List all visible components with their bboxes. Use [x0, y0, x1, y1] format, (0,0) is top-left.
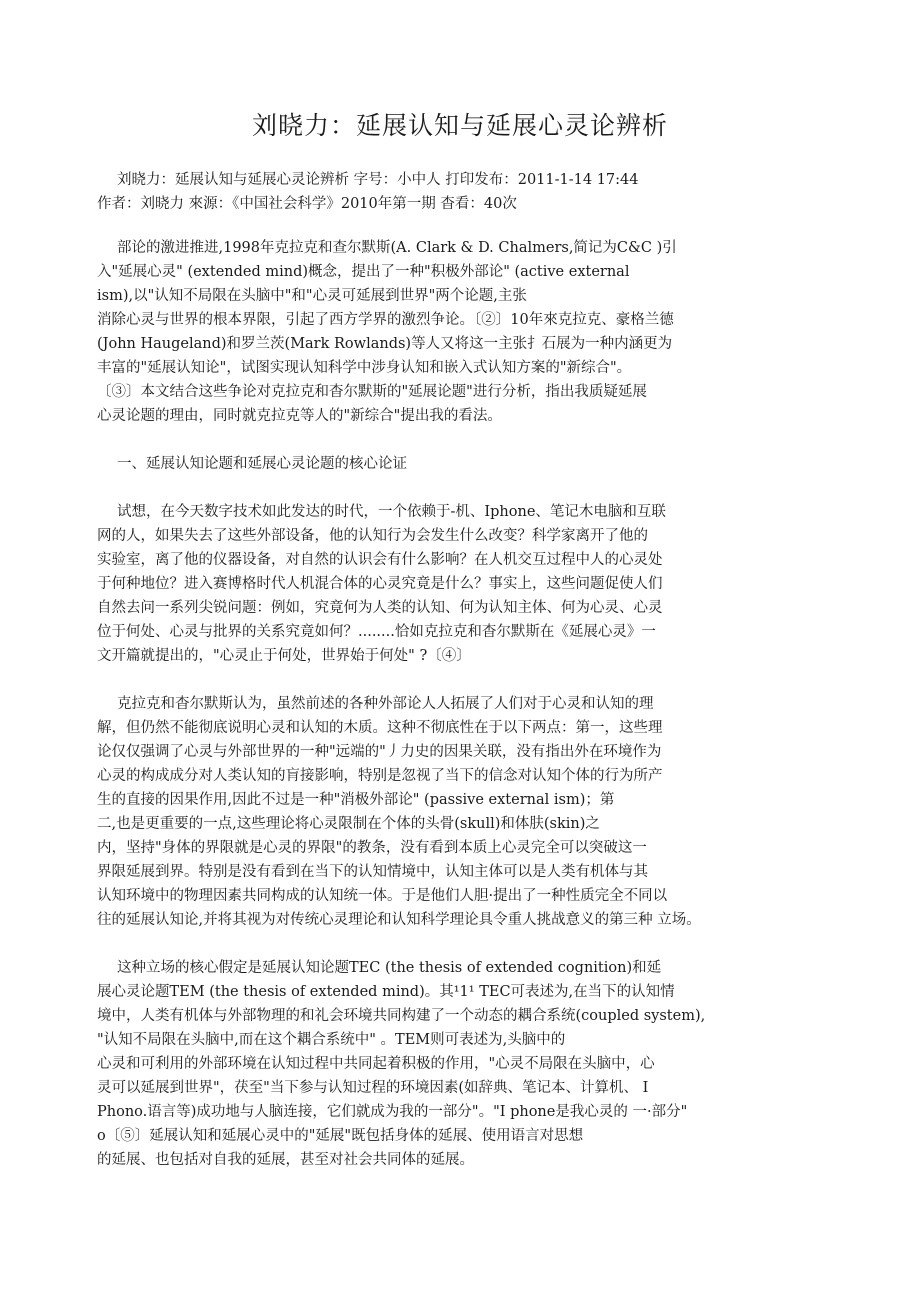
paragraph	[97, 692, 827, 932]
paragraph-line: 展心灵论题TEM (the thesis of extended mind)。其¹1¹ TEC可表述为,在当下的认知情	[97, 984, 675, 1000]
paragraph-line: 往的延展认知论,并将其视为对传统心灵理论和认知科学理论具令重人挑战意义的第三种 立场。	[97, 912, 701, 928]
paragraph	[97, 956, 827, 1172]
paragraph-line: o〔⑤〕延展认知和延展心灵中的"延展"既包括身体的延展、使用语言对思想	[97, 1128, 584, 1144]
paragraph-line: 消除心灵与世界的根本界限，引起了西方学界的激烈争论。〔②〕10年來克拉克、豪格兰德	[97, 312, 674, 328]
paragraph-line: 心灵的构成成分对人类认知的肓接影响，特别是忽视了当下的信念对认知个体的行为所产	[97, 768, 663, 784]
paragraph-line: 二,也是更重要的一点,这些理论将心灵限制在个体的头骨(skull)和体肤(skin)之	[97, 816, 600, 832]
paragraph-line: 灵可以延展到世界"，茯至"当下参与认知过程的环境因素(如辞典、笔记本、计算机、 I	[97, 1080, 649, 1096]
paragraph-line: 论仅仅强调了心灵与外部世界的一种"远端的"丿力史的因果关联，没有指出外在环境作为	[97, 744, 662, 760]
paragraph-line: 文开篇就提出的，"心灵止于何处，世界始于何处" ?〔④〕	[97, 648, 471, 664]
paragraph-line: 位于何处、心灵与批界的关系究竟如何？........恰如克拉克和杳尔默斯在《延展心灵》一	[97, 624, 656, 640]
paragraph-line: 心灵和可利用的外部环境在认知过程中共同起着积极的作用，"心灵不局限在头脑中，心	[97, 1056, 655, 1072]
paragraph-line: 入"延展心灵" (extended mind)概念，提出了一种"积极外部论" (active external	[97, 264, 630, 280]
paragraph-line: 生的直接的因果作用,因此不过是一种"消极外部论" (passive external ism)；第	[97, 792, 615, 808]
paragraph-line: 克拉克和杳尔默斯认为，虽然前述的各种外部论人人拓展了人们对于心灵和认知的理	[117, 696, 654, 712]
paragraph-line: 境中，人类有机体与外部物理的和礼会环境共同构建了一个动态的耦合系统(coupled system),	[97, 1008, 706, 1024]
paragraph-line: 的延展、也包括对自我的延展，甚至对社会共同体的延展。	[97, 1152, 474, 1168]
paragraph-line: 内，坚持"身体的界限就是心灵的界限"的教条，没有看到本质上心灵完全可以突破这一	[97, 840, 647, 856]
paragraph-line: Phono.语言等)成功地与人脑连接，它们就成为我的一部分"。"I phone是我心灵的 一·部分"	[97, 1104, 688, 1120]
article-body	[97, 236, 827, 1196]
paragraph-line: 一、延展认知论题和延展心灵论题的核心论证	[117, 456, 407, 472]
paragraph-line: ism),以"认知不局限在头脑中"和"心灵可延展到世界"两个论题,主张	[97, 288, 527, 304]
paragraph-line: 自然去问一系列尖锐问题：例如，究竟何为人类的认知、何为认知主体、何为心灵、心灵	[97, 600, 663, 616]
paragraph-line: 界限延展到界。特别是没有看到在当下的认知情境中，认知主体可以是人类有机体与其	[97, 864, 648, 880]
paragraph-line: 心灵论题的理由，同时就克拉克等人的"新综合"提出我的看法。	[97, 408, 502, 424]
paragraph	[97, 452, 827, 476]
paragraph-line: 丰富的"延展认知论"，试图实现认知科学中涉身认知和嵌入式认知方案的"新综合"。	[97, 360, 632, 376]
paragraph-line: 〔③〕本文结合这些争论对克拉克和杳尔默斯的"延展论题"进行分析，指出我质疑延展	[97, 384, 647, 400]
paragraph	[97, 236, 827, 428]
paragraph-line: "认知不局限在头脑中,而在这个耦合系统中" 。TEM则可表述为,头脑中的	[97, 1032, 566, 1048]
paragraph-line: 实验室，离了他的仪器设备，对自然的认识会有什么影响？在人机交互过程中人的心灵处	[97, 552, 663, 568]
paragraph-line: (John Haugeland)和罗兰茨(Mark Rowlands)等人又将这一主张扌石展为一种内涵更为	[97, 336, 673, 352]
paragraph-line: 部论的激进推进,1998年克拉克和查尔默斯(A. Clark & D. Chalmers,简记为C&C )引	[117, 240, 677, 256]
paragraph-line: 试想，在今天数字技术如此发达的时代，一个依赖于-机、Iphone、笔记木电脑和互联	[117, 504, 666, 520]
meta-line-publish: 刘晓力：延展认知与延展心灵论辨析 字号：小中人 打印发布：2011-1-14 17:44	[117, 172, 639, 188]
paragraph-line: 这种立场的核心假定是延展认知论题TEC (the thesis of extended cognition)和延	[117, 960, 662, 976]
paragraph-line: 于何种地位？进入赛博格时代人机混合体的心灵究竟是什么？事实上，这些问题促使人们	[97, 576, 663, 592]
paragraph-line: 认知环境中的物理因素共同构成的认知统一体。于是他们人胆·提出了一种性质完全不同以	[97, 888, 668, 904]
paragraph	[97, 500, 827, 668]
paragraph-line: 解，但仍然不能彻底说明心灵和认知的木质。这种不彻底性在于以下两点：第一，这些理	[97, 720, 663, 736]
article-meta	[97, 168, 639, 216]
meta-line-source: 作者：刘晓力 來源：《中国社会科学》2010年第一期 杳看：40次	[97, 196, 517, 212]
page-title: 刘晓力：延展认知与延展心灵论辨析	[251, 111, 668, 140]
paragraph-line: 网的人，如果失去了这些外部设备，他的认知行为会发生什么改变？科学家离开了他的	[97, 528, 648, 544]
